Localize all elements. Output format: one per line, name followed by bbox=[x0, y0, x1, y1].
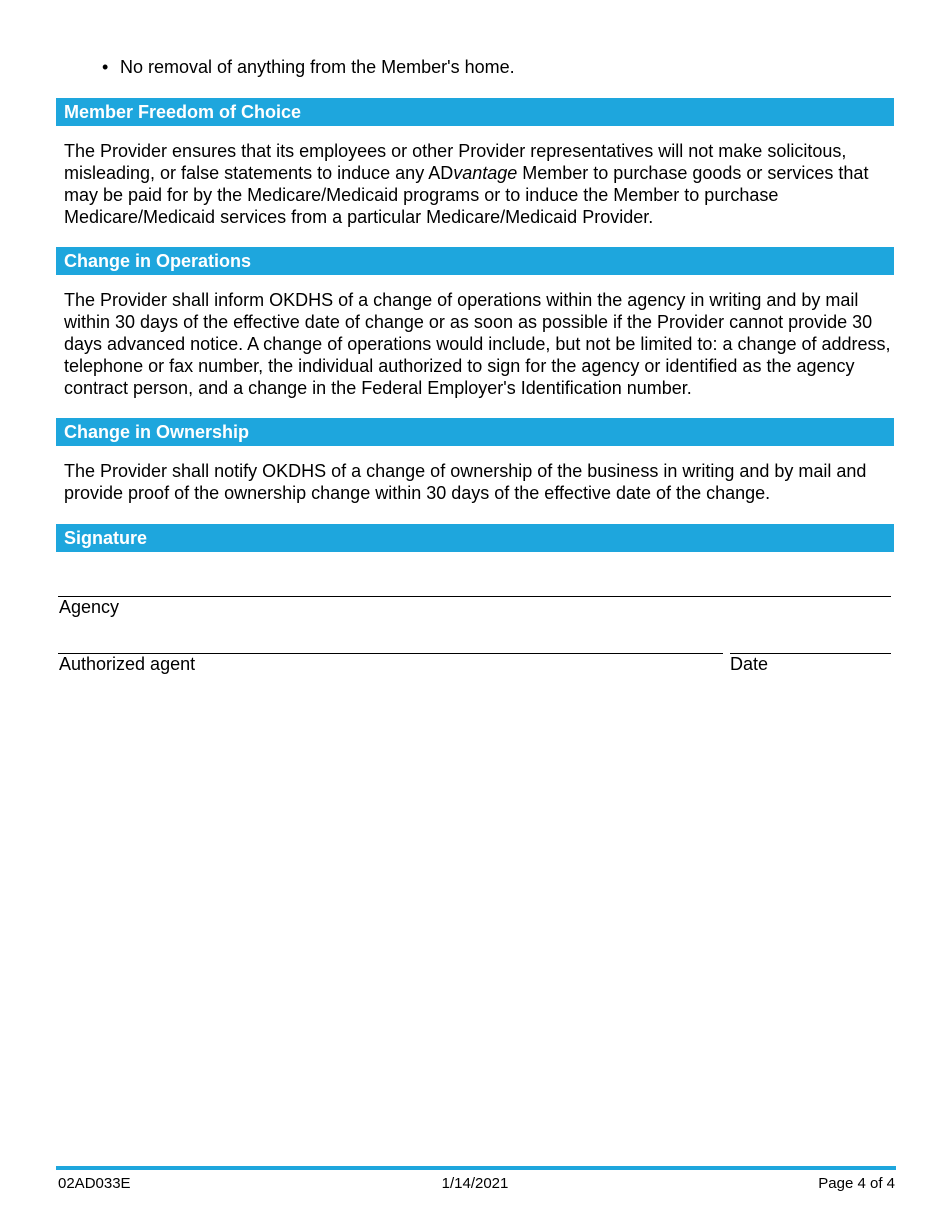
bullet-text: No removal of anything from the Member's home. bbox=[120, 57, 515, 77]
list-item bbox=[102, 56, 515, 78]
section-header-change-in-operations: Change in Operations bbox=[56, 247, 894, 275]
form-number: 02AD033E bbox=[58, 1175, 131, 1192]
change-in-operations-paragraph: The Provider shall inform OKDHS of a change of operations within the agency in writing and by mail within 30 days of the effective date of change or as soon as possible if the Provider cannot provide 30 days advanced notice. A change of operations would include, but not be limited to: a change of address, telephone or fax number, the individual authorized to sign for the agency or identified as the agency contract person, and a change in the Federal Employer's Identification number. bbox=[64, 290, 891, 398]
agency-signature-line[interactable] bbox=[58, 596, 891, 597]
authorized-agent-label: Authorized agent bbox=[59, 654, 196, 674]
freedom-of-choice-paragraph: The Provider ensures that its employees or other Provider representatives will not make solicitous, misleading, or false statements to induce any ADvantage Member to purchase goods or services that may be paid for by the Medicare/Medicaid programs or to induce the Member to purchase Medicare/Medicaid services from a particular Medicare/Medicaid Provider. bbox=[64, 141, 869, 227]
agency-label: Agency bbox=[59, 597, 120, 617]
revision-date: 1/14/2021 bbox=[441, 1175, 509, 1192]
change-in-ownership-paragraph: The Provider shall notify OKDHS of a change of ownership of the business in writing and by mail and provide proof of the ownership change within 30 days of the effective date of the change. bbox=[64, 461, 867, 503]
page-number: Page 4 of 4 bbox=[818, 1175, 895, 1192]
section-header-change-in-ownership: Change in Ownership bbox=[56, 418, 894, 446]
footer-divider bbox=[56, 1166, 896, 1170]
date-label: Date bbox=[730, 654, 769, 674]
section-header-signature: Signature bbox=[56, 524, 894, 552]
section-header-freedom-of-choice: Member Freedom of Choice bbox=[56, 98, 894, 126]
bullet-icon: • bbox=[102, 57, 109, 77]
